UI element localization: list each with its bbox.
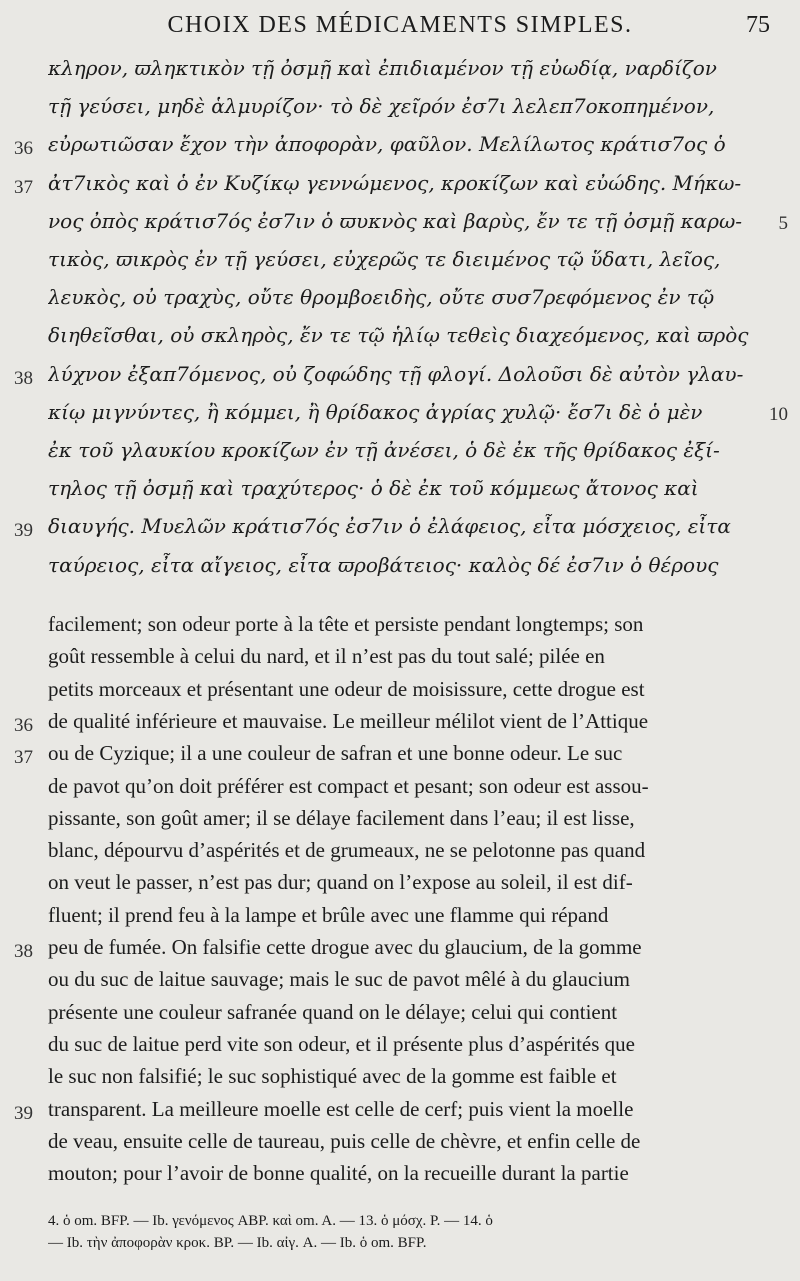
line-text: blanc, dépourvu d’aspérités et de grumeaux, ne se pelotonne pas quand (48, 838, 646, 863)
text-line (0, 1032, 800, 1068)
line-count-number: 5 (778, 212, 788, 234)
text-line (0, 1000, 800, 1036)
chapter-margin-number: 37 (14, 747, 33, 769)
line-text: pissante, son goût amer; il se délaye facilement dans l’eau; il est lisse, (48, 805, 635, 830)
chapter-margin-number: 39 (14, 1102, 33, 1124)
text-line (0, 132, 800, 168)
footnote-line: — Ib. τὴν ἀποφορὰν κροκ. BP. — Ib. αἰγ. A. — Ib. ὁ om. BFP. (48, 1235, 427, 1251)
text-line (0, 438, 800, 474)
text-line (0, 870, 800, 906)
text-line (0, 1097, 800, 1133)
line-text: petits morceaux et présentant une odeur de moisissure, cette drogue est (48, 676, 645, 701)
text-line (0, 774, 800, 810)
text-line (0, 400, 800, 436)
line-text: le suc non falsifié; le suc sophistiqué avec de la gomme est faible et (48, 1064, 617, 1089)
page-number: 75 (746, 12, 770, 38)
line-text: διηθεῖσθαι, οὐ σκληρὸς, ἔν τε τῷ ἡλίῳ τεθεὶς διαχεόμενος, καὶ ϖρὸς (48, 323, 749, 348)
text-line (0, 806, 800, 842)
line-text: de pavot qu’on doit préférer est compact et pesant; son odeur est assou- (48, 773, 649, 798)
line-count-number: 10 (769, 403, 788, 425)
text-line (0, 709, 800, 745)
text-line (0, 56, 800, 92)
line-text: goût ressemble à celui du nard, et il n’est pas du tout salé; pilée en (48, 644, 605, 669)
text-line (0, 644, 800, 680)
chapter-margin-number: 36 (14, 138, 33, 160)
chapter-margin-number: 36 (14, 714, 33, 736)
footnote-line: 4. ὁ om. BFP. — Ib. γενόμενος ABP. καὶ om. A. — 13. ὁ μόσχ. P. — 14. ὁ (48, 1213, 493, 1229)
line-text: ἐκ τοῦ γλαυκίου κροκίζων ἐν τῇ ἀνέσει, ὁ δὲ ἐκ τῆς θρίδακος ἐξί- (48, 438, 720, 462)
text-line (0, 514, 800, 550)
line-text: εὐρωτιῶσαν ἔχον τὴν ἀποφορὰν, φαῦλον. Μελίλωτος κράτισ7ος ὁ (48, 132, 726, 157)
line-text: ταύρειος, εἶτα αἴγειος, εἶτα ϖροβάτειος· καλὸς δέ ἐσ7ιν ὁ θέρους (48, 552, 719, 577)
line-text: ou du suc de laitue sauvage; mais le suc de pavot mêlé à du glaucium (48, 967, 630, 992)
text-line (0, 935, 800, 971)
line-text: κληρον, ϖληκτικὸν τῇ ὀσμῇ καὶ ἐπιδιαμένον τῇ εὐωδίᾳ, ναρδίζον (48, 56, 717, 80)
running-header (0, 8, 800, 42)
page-title: CHOIX DES MÉDICAMENTS SIMPLES. (167, 12, 633, 38)
line-text: τικὸς, ϖικρὸς ἐν τῇ γεύσει, εὐχερῶς τε διειμένος τῷ ὕδατι, λεῖος, (48, 247, 721, 271)
text-line (0, 94, 800, 130)
text-line (0, 741, 800, 777)
text-line (0, 362, 800, 398)
text-line (0, 1064, 800, 1100)
line-text: on veut le passer, n’est pas dur; quand on l’expose au soleil, il est dif- (48, 870, 633, 895)
text-line (0, 209, 800, 245)
line-text: mouton; pour l’avoir de bonne qualité, on la recueille durant la partie (48, 1161, 629, 1186)
text-line (0, 1161, 800, 1197)
text-line (0, 1129, 800, 1165)
line-text: νος ὀπὸς κράτισ7ός ἐσ7ιν ὁ ϖυκνὸς καὶ βαρὺς, ἔν τε τῇ ὀσμῇ καρω- (48, 208, 743, 233)
line-text: τῇ γεύσει, μηδὲ ἁλμυρίζον· τὸ δὲ χεῖρόν ἐσ7ι λελεπ7οκοπημένον, (48, 94, 715, 119)
text-line (0, 612, 800, 648)
line-text: ou de Cyzique; il a une couleur de safran et une bonne odeur. Le suc (48, 741, 623, 766)
chapter-margin-number: 38 (14, 367, 33, 389)
text-line (0, 323, 800, 359)
line-text: κίῳ μιγνύντες, ἢ κόμμει, ἢ θρίδακος ἀγρίας χυλῷ· ἔσ7ι δὲ ὁ μὲν (48, 399, 703, 424)
line-text: de qualité inférieure et mauvaise. Le meilleur mélilot vient de l’Attique (48, 708, 649, 733)
chapter-margin-number: 38 (14, 941, 33, 962)
text-line (0, 967, 800, 1003)
footnotes (48, 1210, 788, 1254)
chapter-margin-number: 37 (14, 176, 33, 198)
text-line (0, 903, 800, 939)
line-text: peu de fumée. On falsifie cette drogue avec du glaucium, de la gomme (48, 935, 642, 959)
text-line (0, 285, 800, 321)
line-text: λευκὸς, οὐ τραχὺς, οὔτε θρομβοειδὴς, οὔτε συσ7ρεφόμενος ἐν τῷ (48, 285, 715, 310)
text-line (0, 476, 800, 512)
line-text: ἀτ7ικὸς καὶ ὁ ἐν Κυζίκῳ γεννώμενος, κροκίζων καὶ εὐώδης. Μήκω- (48, 170, 742, 195)
line-text: διαυγής. Μυελῶν κράτισ7ός ἐσ7ιν ὁ ἐλάφειος, εἶτα μόσχειος, εἶτα (48, 514, 731, 539)
chapter-margin-number: 39 (14, 520, 33, 542)
text-line (0, 677, 800, 713)
line-text: fluent; il prend feu à la lampe et brûle avec une flamme qui répand (48, 902, 609, 927)
line-text: τηλος τῇ ὀσμῇ καὶ τραχύτερος· ὁ δὲ ἐκ τοῦ κόμμεως ἄτονος καὶ (48, 476, 699, 501)
text-line (0, 838, 800, 874)
line-text: facilement; son odeur porte à la tête et persiste pendant longtemps; son (48, 612, 644, 636)
text-line (0, 247, 800, 283)
line-text: du suc de laitue perd vite son odeur, et il présente plus d’aspérités que (48, 1031, 635, 1056)
line-text: transparent. La meilleure moelle est celle de cerf; puis vient la moelle (48, 1096, 634, 1121)
line-text: de veau, ensuite celle de taureau, puis celle de chèvre, et enfin celle de (48, 1128, 641, 1153)
line-text: présente une couleur safranée quand on le délaye; celui qui contient (48, 999, 618, 1024)
text-line (0, 553, 800, 589)
line-text: λύχνον ἐξαπ7όμενος, οὐ ζοφώδης τῇ φλογί. Δολοῦσι δὲ αὐτὸν γλαυ- (48, 361, 744, 386)
text-line (0, 171, 800, 207)
